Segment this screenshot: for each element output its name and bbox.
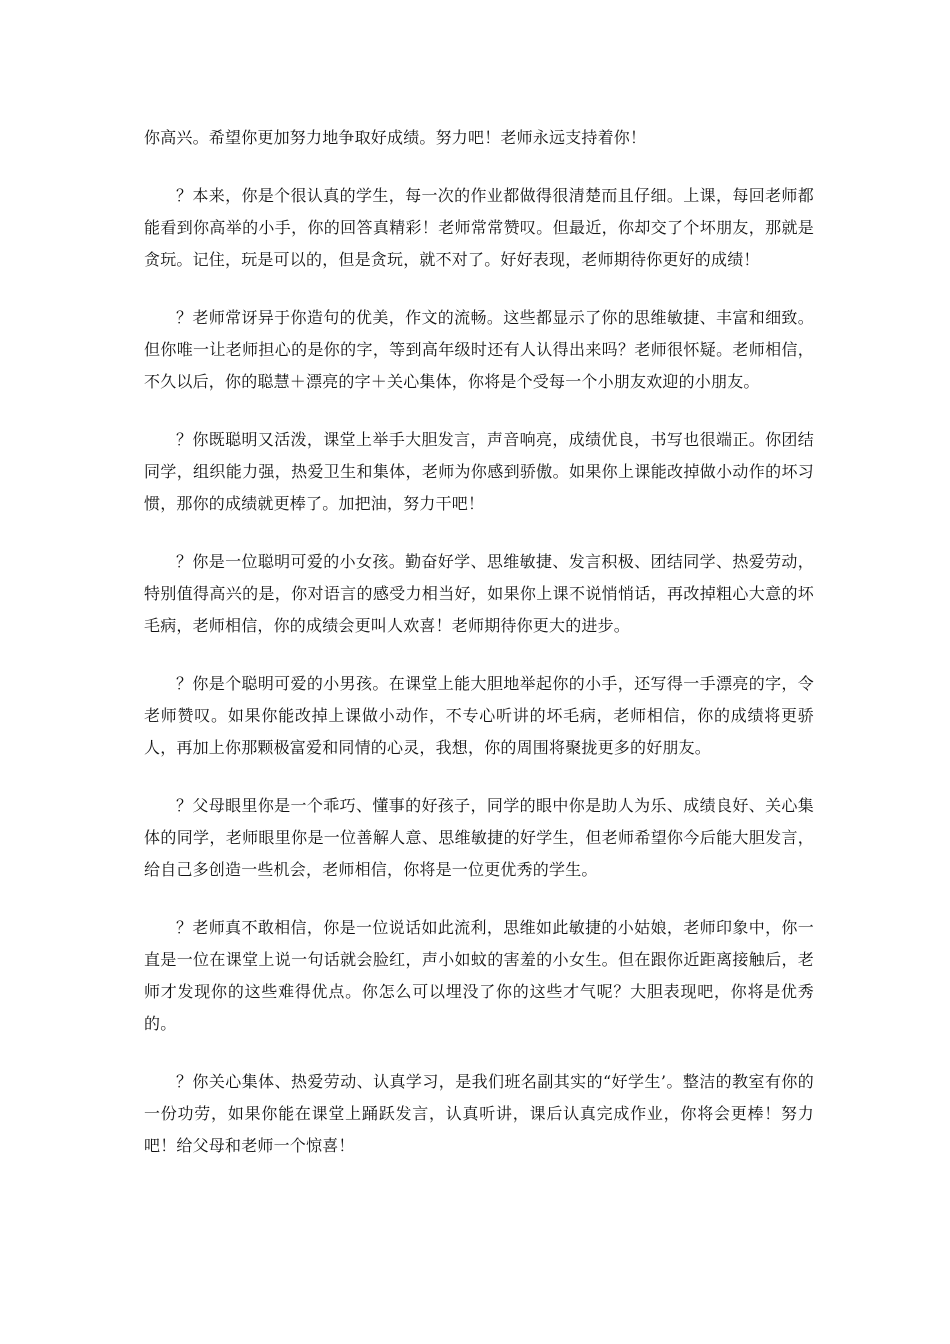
paragraph-8: ？老师真不敢相信，你是一位说话如此流利，思维如此敏捷的小姑娘，老师印象中，你一直是一位在课堂上说一句话就会脸红，声小如蚊的害羞的小女生。但在跟你近距离接触后，老师才发现你的这些难得优点。你怎么可以埋没了你的这些才气呢？大胆表现吧，你将是优秀的。 — [144, 918, 814, 1033]
paragraph-1: 你高兴。希望你更加努力地争取好成绩。努力吧！老师永远支持着你！ — [144, 128, 647, 147]
document-body — [144, 122, 814, 1188]
paragraph-4: ？你既聪明又活泼，课堂上举手大胆发言，声音响亮，成绩优良，书写也很端正。你团结同学，组织能力强，热爱卫生和集体，老师为你感到骄傲。如果你上课能改掉做小动作的坏习惯，那你的成绩就更棒了。加把油，努力干吧！ — [144, 430, 814, 513]
paragraph-9: ？你关心集体、热爱劳动、认真学习，是我们班名副其实的“好学生’。整洁的教室有你的一份功劳，如果你能在课堂上踊跃发言，认真听讲，课后认真完成作业，你将会更棒！努力吧！给父母和老师一个惊喜！ — [144, 1072, 814, 1155]
paragraph-5: ？你是一位聪明可爱的小女孩。勤奋好学、思维敏捷、发言积极、团结同学、热爱劳动，特别值得高兴的是，你对语言的感受力相当好，如果你上课不说悄悄话，再改掉粗心大意的坏毛病，老师相信，你的成绩会更叫人欢喜！老师期待你更大的进步。 — [144, 552, 814, 635]
paragraph-2: ？本来，你是个很认真的学生，每一次的作业都做得很清楚而且仔细。上课，每回老师都能看到你高举的小手，你的回答真精彩！老师常常赞叹。但最近，你却交了个坏朋友，那就是贪玩。记住，玩是可以的，但是贪玩，就不对了。好好表现，老师期待你更好的成绩！ — [144, 186, 814, 269]
paragraph-6: ？你是个聪明可爱的小男孩。在课堂上能大胆地举起你的小手，还写得一手漂亮的字，令老师赞叹。如果你能改掉上课做小动作，不专心听讲的坏毛病，老师相信，你的成绩将更骄人，再加上你那颗极富爱和同情的心灵，我想，你的周围将聚拢更多的好朋友。 — [144, 674, 814, 757]
paragraph-3: ？老师常讶异于你造句的优美，作文的流畅。这些都显示了你的思维敏捷、丰富和细致。但你唯一让老师担心的是你的字，等到高年级时还有人认得出来吗？老师很怀疑。老师相信，不久以后，你的聪慧＋漂亮的字＋关心集体，你将是个受每一个小朋友欢迎的小朋友。 — [144, 308, 814, 391]
paragraph-7: ？父母眼里你是一个乖巧、懂事的好孩子，同学的眼中你是助人为乐、成绩良好、关心集体的同学，老师眼里你是一位善解人意、思维敏捷的好学生，但老师希望你今后能大胆发言，给自己多创造一些机会，老师相信，你将是一位更优秀的学生。 — [144, 796, 814, 879]
